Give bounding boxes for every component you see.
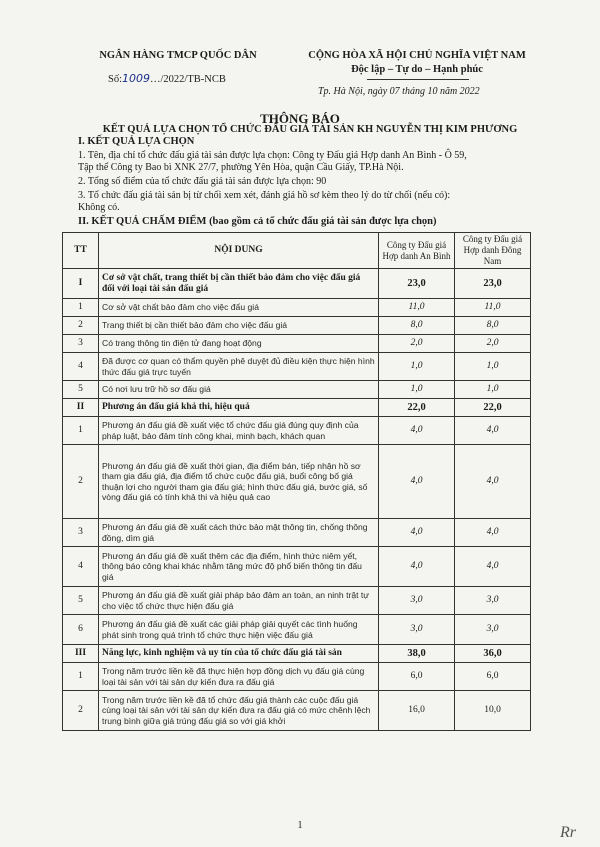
document-number — [108, 72, 226, 85]
bank-name: NGÂN HÀNG TMCP QUỐC DÂN — [99, 50, 257, 61]
col-company-b-header: Công ty Đấu giá Hợp danh Đông Nam — [455, 233, 531, 269]
score-company-b: 4,0 — [455, 445, 531, 519]
score-company-b: 1,0 — [455, 381, 531, 399]
handwritten-initials: Rr — [560, 824, 576, 841]
score-company-a: 4,0 — [379, 547, 455, 587]
row-number: 1 — [63, 663, 99, 691]
row-content: Cơ sở vật chất, trang thiết bị cần thiết bảo đảm cho việc đấu giá đối với loại tài sản đấu giá — [99, 269, 379, 299]
score-company-a: 8,0 — [379, 317, 455, 335]
row-number: 2 — [63, 445, 99, 519]
table-row — [63, 587, 531, 615]
score-company-a: 11,0 — [379, 299, 455, 317]
row-content: Phương án đấu giá đề xuất thêm các địa điểm, hình thức niêm yết, thông báo công khai khác nhằm tăng mức độ phổ biến thông tin đấu giá — [99, 547, 379, 587]
score-table — [62, 232, 531, 731]
row-number: 1 — [63, 417, 99, 445]
score-company-a: 16,0 — [379, 691, 455, 731]
table-row — [63, 299, 531, 317]
table-section-row — [63, 645, 531, 663]
table-row — [63, 335, 531, 353]
score-company-a: 1,0 — [379, 353, 455, 381]
table-row — [63, 445, 531, 519]
score-company-a: 1,0 — [379, 381, 455, 399]
row-content: Phương án đấu giá đề xuất các giải pháp giải quyết các tình huống phát sinh trong quá trình tổ chức thực hiện việc đấu giá — [99, 615, 379, 645]
section1-line1b: Tập thể Công ty Bao bì XNK 27/7, phường Yên Hòa, quận Cầu Giấy, TP.Hà Nội. — [78, 162, 404, 173]
page-number: 1 — [297, 820, 303, 831]
score-company-b: 2,0 — [455, 335, 531, 353]
score-company-a: 4,0 — [379, 519, 455, 547]
table-section-row — [63, 399, 531, 417]
table-row — [63, 547, 531, 587]
row-number: 6 — [63, 615, 99, 645]
row-content: Cơ sở vật chất bảo đảm cho việc đấu giá — [99, 299, 379, 317]
table-row — [63, 353, 531, 381]
section1-line3b: Không có. — [78, 202, 120, 213]
place-date: Tp. Hà Nội, ngày 07 tháng 10 năm 2022 — [318, 86, 480, 97]
table-row — [63, 663, 531, 691]
row-number: 2 — [63, 691, 99, 731]
table-row — [63, 519, 531, 547]
row-content: Phương án đấu giá khả thi, hiệu quả — [99, 399, 379, 417]
row-number: 4 — [63, 353, 99, 381]
section1-line2: 2. Tổng số điểm của tổ chức đấu giá tài sản được lựa chọn: 90 — [78, 176, 327, 187]
score-company-b: 3,0 — [455, 615, 531, 645]
row-content: Có trang thông tin điện tử đang hoạt động — [99, 335, 379, 353]
score-company-a: 4,0 — [379, 417, 455, 445]
score-company-b: 6,0 — [455, 663, 531, 691]
score-company-b: 1,0 — [455, 353, 531, 381]
row-number: 3 — [63, 335, 99, 353]
row-number: I — [63, 269, 99, 299]
score-company-b: 36,0 — [455, 645, 531, 663]
row-content: Phương án đấu giá đề xuất thời gian, địa điểm bán, tiếp nhận hồ sơ tham gia đấu giá, địa điểm tổ chức cuộc đấu giá, buổi công bố giá thuận lợi cho người tham gia đấu giá; hình thức đấu giá, bước giá, số vòng đấu giá có tính khả thi và hiệu quả cao — [99, 445, 379, 519]
score-company-b: 22,0 — [455, 399, 531, 417]
score-company-b: 4,0 — [455, 417, 531, 445]
row-number: 1 — [63, 299, 99, 317]
table-row — [63, 317, 531, 335]
score-company-b: 11,0 — [455, 299, 531, 317]
table-row — [63, 417, 531, 445]
score-company-a: 6,0 — [379, 663, 455, 691]
row-content: Phương án đấu giá đề xuất giải pháp bảo đảm an toàn, an ninh trật tự cho việc tổ chức thực hiện đấu giá — [99, 587, 379, 615]
section1-line1a: 1. Tên, địa chỉ tổ chức đấu giá tài sản được lựa chọn: Công ty Đấu giá Hợp danh An Bình - Ô 59, — [78, 150, 467, 161]
row-number: II — [63, 399, 99, 417]
section1-heading: I. KẾT QUẢ LỰA CHỌN — [78, 136, 195, 147]
row-content: Có nơi lưu trữ hồ sơ đấu giá — [99, 381, 379, 399]
doc-no-suffix: …/2022/TB-NCB — [150, 74, 226, 85]
col-content-header: NỘI DUNG — [99, 233, 379, 269]
score-company-b: 10,0 — [455, 691, 531, 731]
row-content: Năng lực, kinh nghiệm và uy tín của tổ chức đấu giá tài sản — [99, 645, 379, 663]
row-content: Trang thiết bị cần thiết bảo đảm cho việc đấu giá — [99, 317, 379, 335]
nation-title: CỘNG HÒA XÃ HỘI CHỦ NGHĨA VIỆT NAM — [308, 50, 526, 61]
table-section-row — [63, 269, 531, 299]
doc-subtitle: KẾT QUẢ LỰA CHỌN TỔ CHỨC ĐẤU GIÁ TÀI SẢN KH NGUYỄN THỊ KIM PHƯƠNG — [102, 124, 518, 135]
row-content: Phương án đấu giá đề xuất cách thức bảo mật thông tin, chống thông đồng, dìm giá — [99, 519, 379, 547]
score-company-a: 22,0 — [379, 399, 455, 417]
motto: Độc lập – Tự do – Hạnh phúc — [351, 64, 483, 75]
table-row — [63, 615, 531, 645]
row-content: Trong năm trước liền kề đã tổ chức đấu giá thành các cuộc đấu giá cùng loại tài sản với tài sản dự kiến đưa ra đấu giá có mức chênh lệch trung bình giữa giá trúng đấu giá so với giá khởi — [99, 691, 379, 731]
score-company-b: 3,0 — [455, 587, 531, 615]
score-company-a: 2,0 — [379, 335, 455, 353]
section2-heading: II. KẾT QUẢ CHẤM ĐIỂM (bao gồm cả tổ chức đấu giá tài sản được lựa chọn) — [78, 216, 437, 227]
score-company-a: 23,0 — [379, 269, 455, 299]
score-company-a: 3,0 — [379, 587, 455, 615]
row-number: 5 — [63, 381, 99, 399]
score-company-a: 3,0 — [379, 615, 455, 645]
motto-underline — [367, 79, 469, 80]
table-row — [63, 691, 531, 731]
score-company-b: 4,0 — [455, 519, 531, 547]
row-content: Phương án đấu giá đề xuất việc tổ chức đấu giá đúng quy định của pháp luật, bảo đảm tính công khai, minh bạch, khách quan — [99, 417, 379, 445]
score-company-b: 23,0 — [455, 269, 531, 299]
row-number: 4 — [63, 547, 99, 587]
score-company-b: 4,0 — [455, 547, 531, 587]
doc-title: THÔNG BÁO — [260, 111, 340, 126]
section1-line3a: 3. Tổ chức đấu giá tài sản bị từ chối xem xét, đánh giá hồ sơ kèm theo lý do từ chối (nếu có): — [78, 190, 451, 201]
row-content: Đã được cơ quan có thẩm quyền phê duyệt đủ điều kiện thực hiện hình thức đấu giá trực tuyến — [99, 353, 379, 381]
row-content: Trong năm trước liền kề đã thực hiện hợp đồng dịch vụ đấu giá cùng loại tài sản với tài sản dự kiến đưa ra đấu giá — [99, 663, 379, 691]
doc-no-handwritten: 1009 — [122, 72, 151, 85]
row-number: 3 — [63, 519, 99, 547]
col-company-a-header: Công ty Đấu giá Hợp danh An Bình — [379, 233, 455, 269]
col-tt-header: TT — [63, 233, 99, 269]
table-header-row — [63, 233, 531, 269]
doc-no-prefix: Số: — [108, 74, 123, 85]
table-row — [63, 381, 531, 399]
score-company-a: 4,0 — [379, 445, 455, 519]
row-number: 2 — [63, 317, 99, 335]
score-company-b: 8,0 — [455, 317, 531, 335]
row-number: 5 — [63, 587, 99, 615]
score-company-a: 38,0 — [379, 645, 455, 663]
row-number: III — [63, 645, 99, 663]
